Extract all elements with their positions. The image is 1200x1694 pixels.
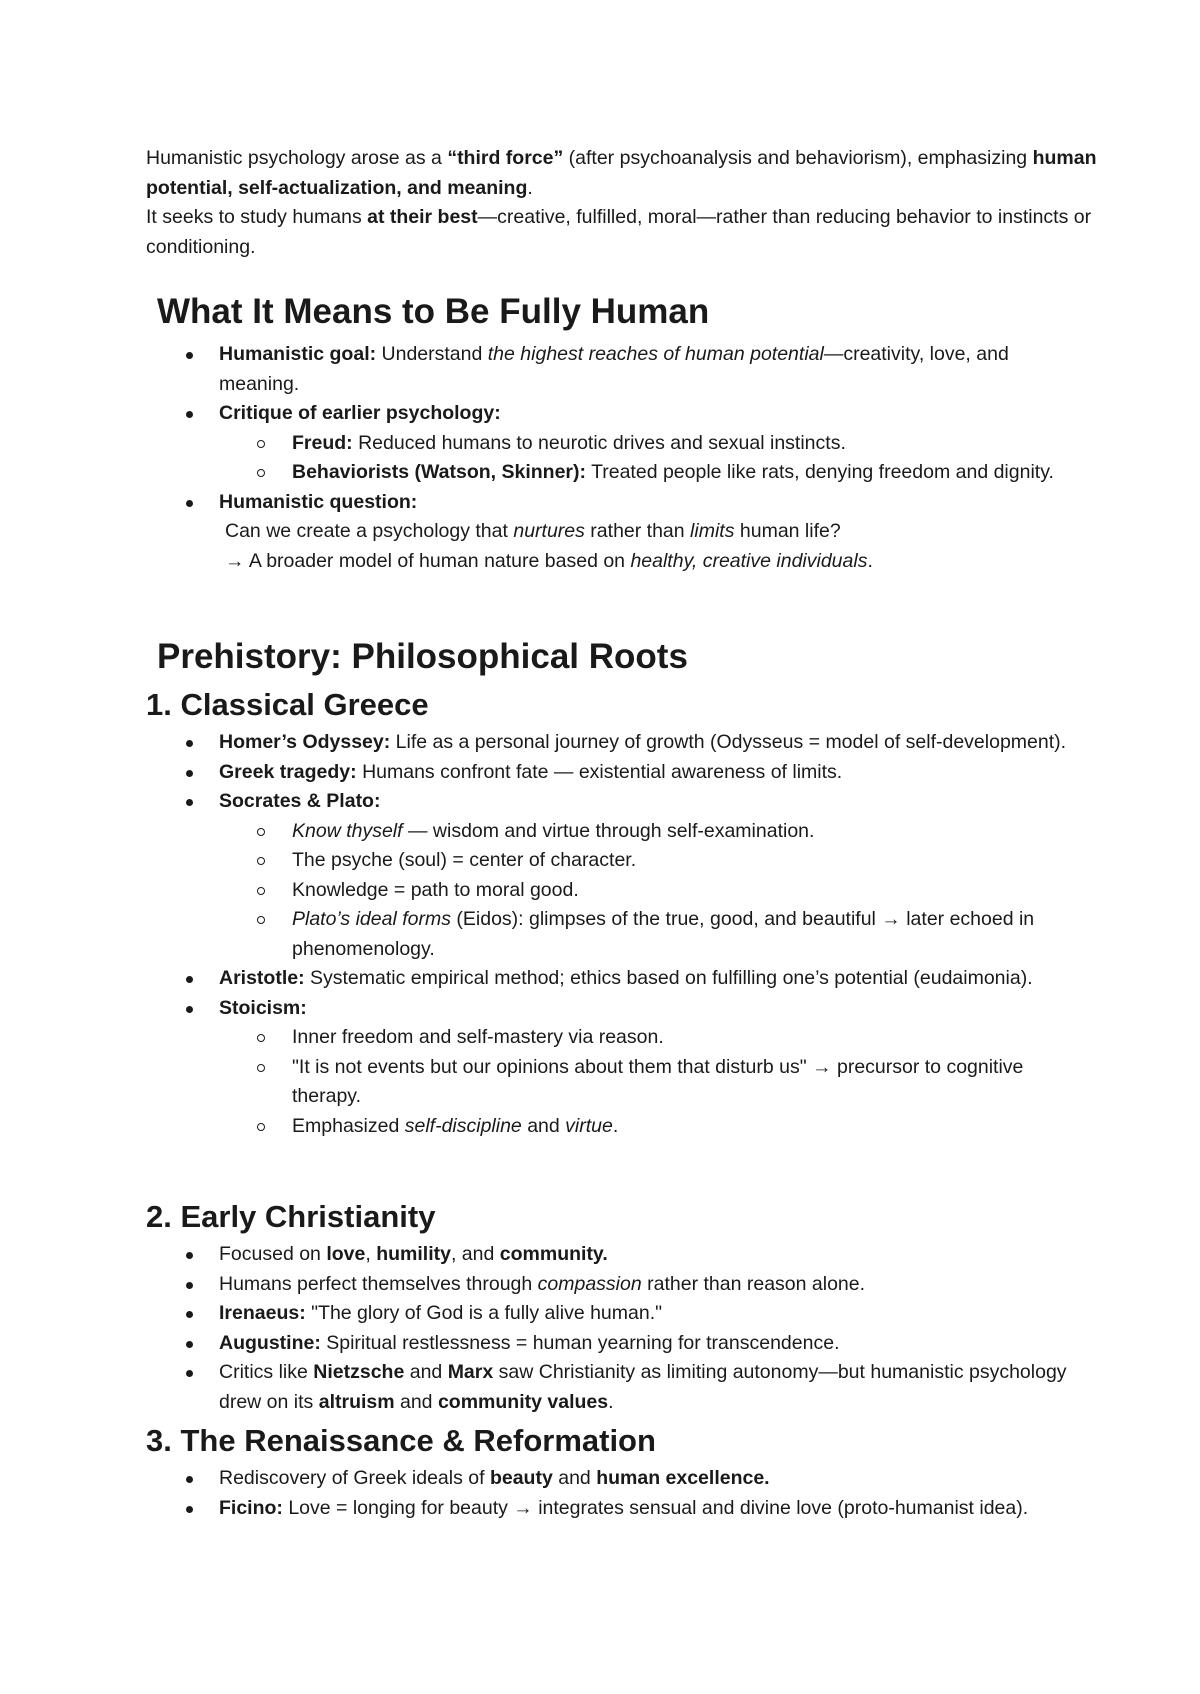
list-item: Greek tragedy: Humans confront fate — existential awareness of limits.: [0, 758, 1200, 788]
list-item: Behaviorists (Watson, Skinner): Treated people like rats, denying freedom and dignity.: [0, 458, 1200, 488]
intro-line-1: Humanistic psychology arose as a “third force” (after psychoanalysis and behaviorism), emphasizing human potential, self-actualization, and meaning.: [146, 147, 1097, 199]
early-christianity-list: [0, 1240, 1200, 1417]
list-item: Socrates & Plato:: [0, 787, 1200, 817]
list-item: "It is not events but our opinions about them that disturb us" → precursor to cognitive therapy.: [0, 1053, 1200, 1112]
list-item: Irenaeus: "The glory of God is a fully alive human.": [0, 1299, 1200, 1329]
subheading-renaissance: 3. The Renaissance & Reformation: [146, 1423, 656, 1458]
list-item: Homer’s Odyssey: Life as a personal journey of growth (Odysseus = model of self-development).: [0, 728, 1200, 758]
list-item: Freud: Reduced humans to neurotic drives and sexual instincts.: [0, 429, 1200, 459]
list-item-continuation: Can we create a psychology that nurtures rather than limits human life?: [225, 520, 841, 542]
intro-paragraph: [146, 144, 1106, 262]
list-item: Ficino: Love = longing for beauty → integrates sensual and divine love (proto-humanist idea).: [0, 1494, 1200, 1524]
list-item: Emphasized self-discipline and virtue.: [0, 1112, 1200, 1142]
list-item: Augustine: Spiritual restlessness = human yearning for transcendence.: [0, 1329, 1200, 1359]
list-item: Know thyself — wisdom and virtue through self-examination.: [0, 817, 1200, 847]
list-item: Plato’s ideal forms (Eidos): glimpses of the true, good, and beautiful → later echoed in phenomenology.: [0, 905, 1200, 964]
renaissance-list: [0, 1464, 1200, 1523]
subheading-classical-greece: 1. Classical Greece: [146, 687, 429, 722]
list-item: Focused on love, humility, and community.: [0, 1240, 1200, 1270]
list-item: Rediscovery of Greek ideals of beauty and human excellence.: [0, 1464, 1200, 1494]
list-item: Humans perfect themselves through compassion rather than reason alone.: [0, 1270, 1200, 1300]
list-item: Humanistic question:: [0, 488, 1200, 518]
list-item: Inner freedom and self-mastery via reason.: [0, 1023, 1200, 1053]
subheading-early-christianity: 2. Early Christianity: [146, 1199, 436, 1234]
classical-greece-list: [0, 728, 1200, 1141]
list-item: Knowledge = path to moral good.: [0, 876, 1200, 906]
intro-line-2: It seeks to study humans at their best—creative, fulfilled, moral—rather than reducing behavior to instincts or conditioning.: [146, 206, 1092, 258]
list-item: The psyche (soul) = center of character.: [0, 846, 1200, 876]
section-heading-fully-human: What It Means to Be Fully Human: [157, 292, 710, 331]
list-item: Critics like Nietzsche and Marx saw Christianity as limiting autonomy—but humanistic psychology drew on its altruism and community values.: [0, 1358, 1200, 1417]
list-item: Critique of earlier psychology:: [0, 399, 1200, 429]
list-item: Humanistic goal: Understand the highest reaches of human potential—creativity, love, and meaning.: [0, 340, 1200, 399]
list-item: Stoicism:: [0, 994, 1200, 1024]
list-item-continuation: → A broader model of human nature based on healthy, creative individuals.: [225, 549, 873, 572]
fully-human-list: [0, 340, 1200, 576]
section-heading-prehistory: Prehistory: Philosophical Roots: [157, 637, 688, 676]
list-item: Aristotle: Systematic empirical method; ethics based on fulfilling one’s potential (eudaimonia).: [0, 964, 1200, 994]
